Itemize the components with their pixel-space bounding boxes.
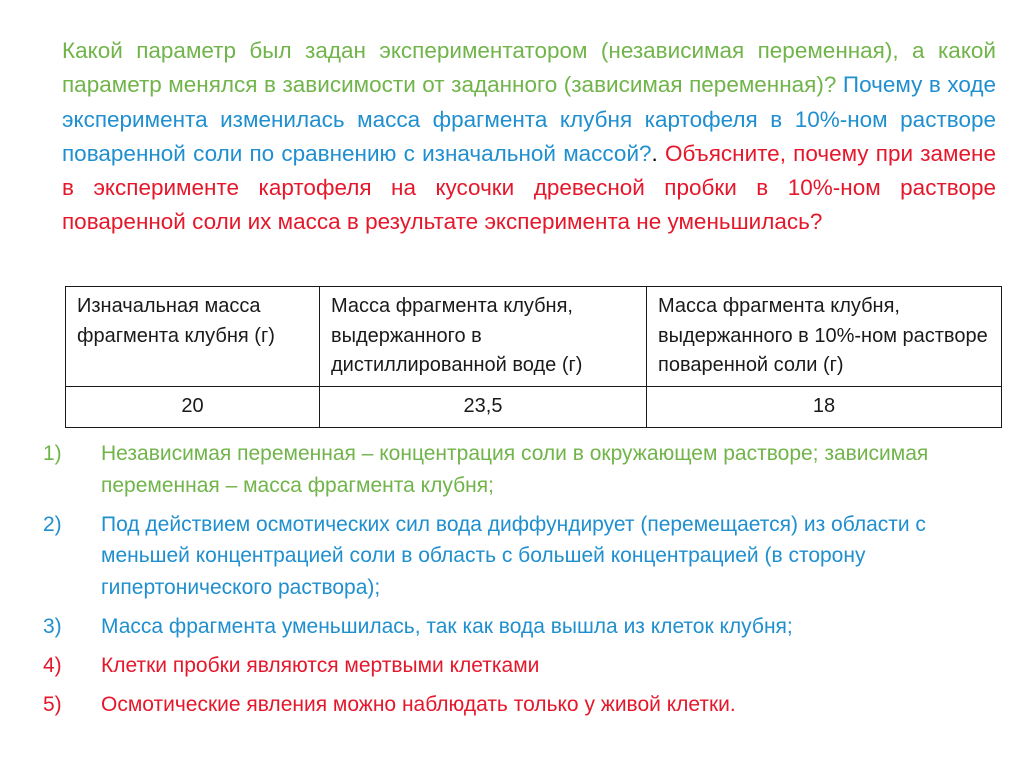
answer-text: Масса фрагмента уменьшилась, так как вода вышла из клеток клубня; xyxy=(101,614,793,638)
answer-number: 5) xyxy=(43,692,62,716)
answer-item-4 xyxy=(43,650,1003,682)
experiment-table xyxy=(65,286,1002,428)
answer-number: 1) xyxy=(43,442,62,465)
table-values-row xyxy=(66,386,1002,427)
answer-number: 4) xyxy=(43,653,62,677)
question-part-mass-change: Почему в ходе эксперимента изменилась масса фрагмента клубня картофеля в 10%-ном растворе поваренной соли по сравнению с изначальной массой? xyxy=(62,72,996,166)
answer-text: Независимая переменная – концентрация соли в окружающем растворе; зависимая переменная – масса фрагмента клубня; xyxy=(101,442,929,497)
answer-item-3 xyxy=(43,611,1003,643)
value-distilled-water-mass: 23,5 xyxy=(320,386,647,427)
answer-text: Клетки пробки являются мертвыми клетками xyxy=(101,653,540,677)
answer-text: Осмотические явления можно наблюдать только у живой клетки. xyxy=(101,692,736,716)
answer-number: 3) xyxy=(43,614,62,638)
answer-item-5 xyxy=(43,689,1003,721)
header-salt-solution-mass: Масса фрагмента клубня, выдержанного в 10%-ном растворе поваренной соли (г) xyxy=(647,287,1002,387)
header-distilled-water-mass: Масса фрагмента клубня, выдержанного в дистиллированной воде (г) xyxy=(320,287,647,387)
answer-list xyxy=(43,438,1003,728)
answer-text: Под действием осмотических сил вода диффундирует (перемещается) из области с меньшей концентрацией соли в область с большей концентрацией (в сторону гипертонического раствора); xyxy=(101,512,926,599)
value-salt-solution-mass: 18 xyxy=(647,386,1002,427)
answer-item-2 xyxy=(43,509,1003,604)
question-separator: . xyxy=(651,140,658,166)
question-text xyxy=(62,34,996,240)
table-header-row xyxy=(66,287,1002,387)
answer-number: 2) xyxy=(43,512,62,536)
question-part-cork: Объясните, почему при замене в эксперименте картофеля на кусочки древесной пробки в 10%-ном растворе поваренной соли их масса в результате эксперимента не уменьшилась? xyxy=(62,140,996,235)
value-initial-mass: 20 xyxy=(66,386,320,427)
answer-item-1 xyxy=(43,438,1003,501)
question-part-variables: Какой параметр был задан экспериментатором (независимая переменная), а какой параметр менялся в зависимости от заданного (зависимая переменная)? xyxy=(62,38,996,98)
header-initial-mass: Изначальная масса фрагмента клубня (г) xyxy=(66,287,320,387)
